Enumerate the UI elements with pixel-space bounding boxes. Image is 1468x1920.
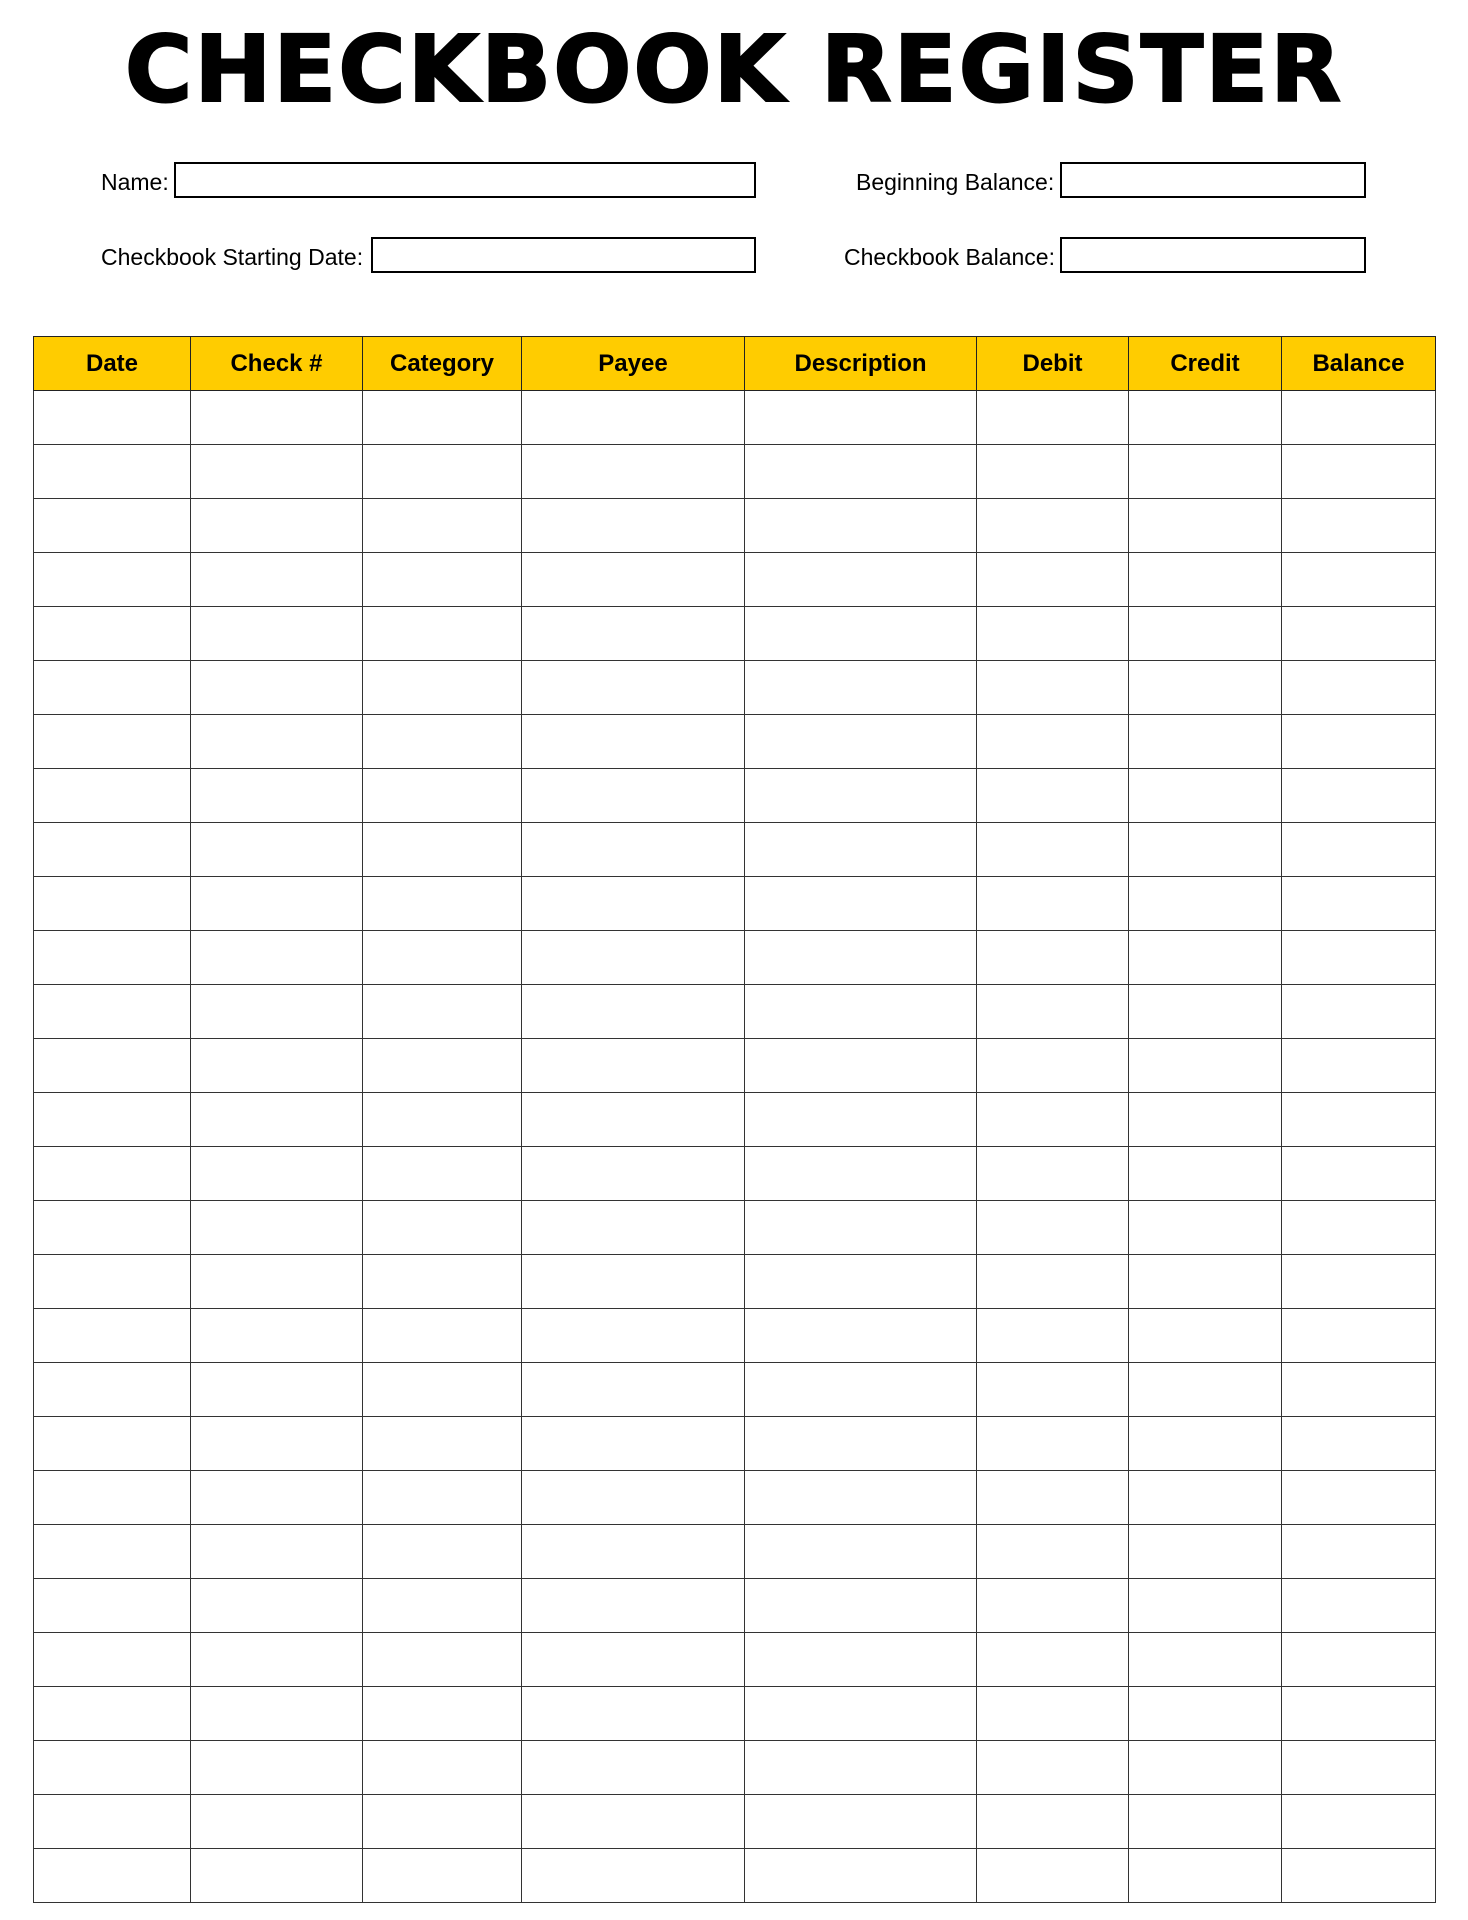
table-row <box>34 931 1436 985</box>
cell-category[interactable] <box>363 553 522 607</box>
cell-description[interactable] <box>745 1093 977 1147</box>
cell-debit[interactable] <box>977 607 1129 661</box>
cell-category[interactable] <box>363 877 522 931</box>
table-row <box>34 877 1436 931</box>
cell-balance[interactable] <box>1282 931 1436 985</box>
cell-credit[interactable] <box>1129 1795 1282 1849</box>
table-row <box>34 1525 1436 1579</box>
cell-category[interactable] <box>363 391 522 445</box>
cell-payee[interactable] <box>522 931 745 985</box>
cell-balance[interactable] <box>1282 1147 1436 1201</box>
cell-credit[interactable] <box>1129 1525 1282 1579</box>
cell-description[interactable] <box>745 1579 977 1633</box>
cell-date[interactable] <box>34 823 191 877</box>
cell-debit[interactable] <box>977 1309 1129 1363</box>
cell-date[interactable] <box>34 1633 191 1687</box>
cell-description[interactable] <box>745 931 977 985</box>
cell-category[interactable] <box>363 1255 522 1309</box>
cell-description[interactable] <box>745 877 977 931</box>
cell-description[interactable] <box>745 1525 977 1579</box>
table-row <box>34 1309 1436 1363</box>
cell-category[interactable] <box>363 445 522 499</box>
cell-check-number[interactable] <box>191 1363 363 1417</box>
table-row <box>34 1849 1436 1903</box>
cell-balance[interactable] <box>1282 445 1436 499</box>
cell-debit[interactable] <box>977 1363 1129 1417</box>
cell-payee[interactable] <box>522 1579 745 1633</box>
cell-balance[interactable] <box>1282 985 1436 1039</box>
cell-date[interactable] <box>34 1093 191 1147</box>
cell-date[interactable] <box>34 499 191 553</box>
cell-payee[interactable] <box>522 1471 745 1525</box>
cell-description[interactable] <box>745 1633 977 1687</box>
cell-payee[interactable] <box>522 769 745 823</box>
table-row <box>34 607 1436 661</box>
cell-date[interactable] <box>34 931 191 985</box>
cell-debit[interactable] <box>977 499 1129 553</box>
cell-balance[interactable] <box>1282 1417 1436 1471</box>
cell-payee[interactable] <box>522 877 745 931</box>
cell-credit[interactable] <box>1129 1687 1282 1741</box>
cell-check-number[interactable] <box>191 715 363 769</box>
table-row <box>34 1255 1436 1309</box>
cell-credit[interactable] <box>1129 1633 1282 1687</box>
cell-debit[interactable] <box>977 769 1129 823</box>
cell-check-number[interactable] <box>191 499 363 553</box>
cell-category[interactable] <box>363 1687 522 1741</box>
cell-balance[interactable] <box>1282 607 1436 661</box>
cell-debit[interactable] <box>977 661 1129 715</box>
cell-description[interactable] <box>745 985 977 1039</box>
name-label: Name: <box>101 169 169 195</box>
cell-date[interactable] <box>34 661 191 715</box>
cell-balance[interactable] <box>1282 391 1436 445</box>
cell-description[interactable] <box>745 1147 977 1201</box>
cell-balance[interactable] <box>1282 1255 1436 1309</box>
table-row <box>34 985 1436 1039</box>
table-row <box>34 715 1436 769</box>
checkbook-balance-field[interactable] <box>1060 237 1366 273</box>
cell-balance[interactable] <box>1282 1039 1436 1093</box>
cell-credit[interactable] <box>1129 499 1282 553</box>
cell-credit[interactable] <box>1129 1471 1282 1525</box>
cell-check-number[interactable] <box>191 769 363 823</box>
cell-date[interactable] <box>34 769 191 823</box>
cell-balance[interactable] <box>1282 769 1436 823</box>
cell-debit[interactable] <box>977 445 1129 499</box>
column-header-balance: Balance <box>1282 337 1436 391</box>
cell-credit[interactable] <box>1129 931 1282 985</box>
register-table <box>33 336 1436 1903</box>
cell-date[interactable] <box>34 1039 191 1093</box>
cell-date[interactable] <box>34 1417 191 1471</box>
cell-payee[interactable] <box>522 715 745 769</box>
cell-check-number[interactable] <box>191 1525 363 1579</box>
cell-payee[interactable] <box>522 823 745 877</box>
cell-debit[interactable] <box>977 553 1129 607</box>
cell-category[interactable] <box>363 931 522 985</box>
cell-debit[interactable] <box>977 1579 1129 1633</box>
beginning-balance-label: Beginning Balance: <box>856 169 1055 195</box>
table-row <box>34 769 1436 823</box>
column-header-category: Category <box>363 337 522 391</box>
cell-payee[interactable] <box>522 445 745 499</box>
table-row <box>34 1633 1436 1687</box>
cell-description[interactable] <box>745 1795 977 1849</box>
cell-debit[interactable] <box>977 1525 1129 1579</box>
table-row <box>34 445 1436 499</box>
cell-balance[interactable] <box>1282 499 1436 553</box>
cell-description[interactable] <box>745 1849 977 1903</box>
cell-date[interactable] <box>34 607 191 661</box>
cell-check-number[interactable] <box>191 1633 363 1687</box>
cell-check-number[interactable] <box>191 1579 363 1633</box>
cell-category[interactable] <box>363 1849 522 1903</box>
cell-payee[interactable] <box>522 499 745 553</box>
cell-debit[interactable] <box>977 1633 1129 1687</box>
cell-credit[interactable] <box>1129 607 1282 661</box>
cell-payee[interactable] <box>522 1525 745 1579</box>
cell-balance[interactable] <box>1282 1741 1436 1795</box>
cell-date[interactable] <box>34 1201 191 1255</box>
cell-category[interactable] <box>363 1525 522 1579</box>
cell-debit[interactable] <box>977 1741 1129 1795</box>
cell-payee[interactable] <box>522 1687 745 1741</box>
cell-payee[interactable] <box>522 1417 745 1471</box>
cell-debit[interactable] <box>977 931 1129 985</box>
table-row <box>34 1093 1436 1147</box>
cell-category[interactable] <box>363 661 522 715</box>
cell-check-number[interactable] <box>191 661 363 715</box>
cell-balance[interactable] <box>1282 877 1436 931</box>
cell-date[interactable] <box>34 1579 191 1633</box>
cell-balance[interactable] <box>1282 715 1436 769</box>
cell-category[interactable] <box>363 499 522 553</box>
column-header-date: Date <box>34 337 191 391</box>
cell-balance[interactable] <box>1282 1309 1436 1363</box>
table-row <box>34 1579 1436 1633</box>
cell-payee[interactable] <box>522 1255 745 1309</box>
column-header-credit: Credit <box>1129 337 1282 391</box>
cell-payee[interactable] <box>522 1201 745 1255</box>
cell-credit[interactable] <box>1129 1363 1282 1417</box>
cell-balance[interactable] <box>1282 1579 1436 1633</box>
register-header-row <box>34 337 1436 391</box>
cell-description[interactable] <box>745 661 977 715</box>
cell-debit[interactable] <box>977 1471 1129 1525</box>
cell-category[interactable] <box>363 607 522 661</box>
cell-check-number[interactable] <box>191 1795 363 1849</box>
table-row <box>34 1741 1436 1795</box>
cell-credit[interactable] <box>1129 1093 1282 1147</box>
table-row <box>34 823 1436 877</box>
table-row <box>34 1687 1436 1741</box>
checkbook-balance-label: Checkbook Balance: <box>844 244 1055 270</box>
cell-date[interactable] <box>34 877 191 931</box>
cell-category[interactable] <box>363 985 522 1039</box>
cell-category[interactable] <box>363 715 522 769</box>
beginning-balance-field[interactable] <box>1060 162 1366 198</box>
cell-balance[interactable] <box>1282 661 1436 715</box>
cell-credit[interactable] <box>1129 823 1282 877</box>
cell-payee[interactable] <box>522 1309 745 1363</box>
cell-check-number[interactable] <box>191 1093 363 1147</box>
cell-description[interactable] <box>745 1201 977 1255</box>
cell-date[interactable] <box>34 985 191 1039</box>
cell-description[interactable] <box>745 445 977 499</box>
cell-payee[interactable] <box>522 1633 745 1687</box>
cell-credit[interactable] <box>1129 769 1282 823</box>
cell-balance[interactable] <box>1282 1633 1436 1687</box>
cell-check-number[interactable] <box>191 877 363 931</box>
cell-description[interactable] <box>745 1309 977 1363</box>
cell-category[interactable] <box>363 1417 522 1471</box>
cell-balance[interactable] <box>1282 553 1436 607</box>
cell-credit[interactable] <box>1129 1849 1282 1903</box>
cell-check-number[interactable] <box>191 1255 363 1309</box>
cell-check-number[interactable] <box>191 1687 363 1741</box>
cell-date[interactable] <box>34 553 191 607</box>
cell-credit[interactable] <box>1129 661 1282 715</box>
cell-check-number[interactable] <box>191 1201 363 1255</box>
cell-credit[interactable] <box>1129 553 1282 607</box>
cell-debit[interactable] <box>977 1093 1129 1147</box>
cell-credit[interactable] <box>1129 1201 1282 1255</box>
cell-check-number[interactable] <box>191 553 363 607</box>
cell-payee[interactable] <box>522 1849 745 1903</box>
cell-description[interactable] <box>745 391 977 445</box>
starting-date-field[interactable] <box>371 237 756 273</box>
table-row <box>34 391 1436 445</box>
cell-description[interactable] <box>745 823 977 877</box>
cell-date[interactable] <box>34 1147 191 1201</box>
cell-description[interactable] <box>745 1417 977 1471</box>
table-row <box>34 1363 1436 1417</box>
cell-debit[interactable] <box>977 1039 1129 1093</box>
cell-credit[interactable] <box>1129 1255 1282 1309</box>
cell-check-number[interactable] <box>191 1039 363 1093</box>
register-body <box>34 391 1436 1903</box>
cell-payee[interactable] <box>522 1093 745 1147</box>
cell-debit[interactable] <box>977 1417 1129 1471</box>
cell-category[interactable] <box>363 1579 522 1633</box>
cell-description[interactable] <box>745 1039 977 1093</box>
cell-category[interactable] <box>363 1633 522 1687</box>
cell-balance[interactable] <box>1282 1849 1436 1903</box>
cell-balance[interactable] <box>1282 1687 1436 1741</box>
cell-debit[interactable] <box>977 1201 1129 1255</box>
cell-check-number[interactable] <box>191 931 363 985</box>
cell-date[interactable] <box>34 1525 191 1579</box>
cell-debit[interactable] <box>977 391 1129 445</box>
cell-category[interactable] <box>363 1471 522 1525</box>
cell-date[interactable] <box>34 1309 191 1363</box>
cell-category[interactable] <box>363 1363 522 1417</box>
cell-date[interactable] <box>34 1849 191 1903</box>
cell-check-number[interactable] <box>191 823 363 877</box>
table-row <box>34 661 1436 715</box>
cell-check-number[interactable] <box>191 1417 363 1471</box>
cell-credit[interactable] <box>1129 1741 1282 1795</box>
cell-debit[interactable] <box>977 1147 1129 1201</box>
cell-category[interactable] <box>363 1795 522 1849</box>
cell-date[interactable] <box>34 1471 191 1525</box>
table-row <box>34 1201 1436 1255</box>
table-row <box>34 1471 1436 1525</box>
table-row <box>34 1039 1436 1093</box>
cell-category[interactable] <box>363 769 522 823</box>
cell-payee[interactable] <box>522 1147 745 1201</box>
cell-category[interactable] <box>363 1093 522 1147</box>
table-row <box>34 1417 1436 1471</box>
cell-credit[interactable] <box>1129 1147 1282 1201</box>
cell-description[interactable] <box>745 769 977 823</box>
starting-date-label: Checkbook Starting Date: <box>101 244 364 270</box>
name-field[interactable] <box>174 162 756 198</box>
cell-category[interactable] <box>363 823 522 877</box>
cell-payee[interactable] <box>522 391 745 445</box>
cell-description[interactable] <box>745 553 977 607</box>
column-header-description: Description <box>745 337 977 391</box>
cell-category[interactable] <box>363 1147 522 1201</box>
cell-check-number[interactable] <box>191 607 363 661</box>
cell-payee[interactable] <box>522 607 745 661</box>
cell-credit[interactable] <box>1129 391 1282 445</box>
cell-credit[interactable] <box>1129 715 1282 769</box>
column-header-debit: Debit <box>977 337 1129 391</box>
cell-balance[interactable] <box>1282 1525 1436 1579</box>
cell-description[interactable] <box>745 1741 977 1795</box>
table-row <box>34 1795 1436 1849</box>
cell-category[interactable] <box>363 1039 522 1093</box>
cell-payee[interactable] <box>522 985 745 1039</box>
cell-debit[interactable] <box>977 877 1129 931</box>
cell-date[interactable] <box>34 1255 191 1309</box>
cell-category[interactable] <box>363 1741 522 1795</box>
cell-credit[interactable] <box>1129 445 1282 499</box>
cell-date[interactable] <box>34 715 191 769</box>
cell-payee[interactable] <box>522 553 745 607</box>
cell-check-number[interactable] <box>191 445 363 499</box>
cell-credit[interactable] <box>1129 985 1282 1039</box>
cell-debit[interactable] <box>977 1795 1129 1849</box>
cell-date[interactable] <box>34 1795 191 1849</box>
cell-balance[interactable] <box>1282 1201 1436 1255</box>
cell-balance[interactable] <box>1282 1363 1436 1417</box>
cell-description[interactable] <box>745 715 977 769</box>
cell-credit[interactable] <box>1129 877 1282 931</box>
cell-debit[interactable] <box>977 1255 1129 1309</box>
column-header-check-number: Check # <box>191 337 363 391</box>
cell-payee[interactable] <box>522 1741 745 1795</box>
cell-description[interactable] <box>745 1255 977 1309</box>
cell-check-number[interactable] <box>191 1471 363 1525</box>
cell-payee[interactable] <box>522 661 745 715</box>
cell-check-number[interactable] <box>191 985 363 1039</box>
cell-balance[interactable] <box>1282 1471 1436 1525</box>
cell-date[interactable] <box>34 391 191 445</box>
cell-date[interactable] <box>34 445 191 499</box>
cell-balance[interactable] <box>1282 1795 1436 1849</box>
table-row <box>34 499 1436 553</box>
cell-description[interactable] <box>745 1471 977 1525</box>
cell-debit[interactable] <box>977 985 1129 1039</box>
cell-payee[interactable] <box>522 1795 745 1849</box>
cell-category[interactable] <box>363 1201 522 1255</box>
page-title: CHECKBOOK REGISTER <box>124 16 1344 123</box>
cell-check-number[interactable] <box>191 1309 363 1363</box>
cell-debit[interactable] <box>977 1687 1129 1741</box>
cell-credit[interactable] <box>1129 1309 1282 1363</box>
cell-description[interactable] <box>745 1687 977 1741</box>
table-row <box>34 1147 1436 1201</box>
cell-date[interactable] <box>34 1687 191 1741</box>
cell-debit[interactable] <box>977 823 1129 877</box>
cell-payee[interactable] <box>522 1039 745 1093</box>
cell-balance[interactable] <box>1282 1093 1436 1147</box>
cell-check-number[interactable] <box>191 391 363 445</box>
cell-date[interactable] <box>34 1741 191 1795</box>
cell-date[interactable] <box>34 1363 191 1417</box>
cell-credit[interactable] <box>1129 1579 1282 1633</box>
cell-category[interactable] <box>363 1309 522 1363</box>
cell-check-number[interactable] <box>191 1849 363 1903</box>
cell-check-number[interactable] <box>191 1741 363 1795</box>
cell-debit[interactable] <box>977 715 1129 769</box>
cell-description[interactable] <box>745 499 977 553</box>
cell-check-number[interactable] <box>191 1147 363 1201</box>
table-row <box>34 553 1436 607</box>
column-header-payee: Payee <box>522 337 745 391</box>
cell-credit[interactable] <box>1129 1417 1282 1471</box>
cell-description[interactable] <box>745 1363 977 1417</box>
cell-description[interactable] <box>745 607 977 661</box>
cell-balance[interactable] <box>1282 823 1436 877</box>
cell-credit[interactable] <box>1129 1039 1282 1093</box>
cell-debit[interactable] <box>977 1849 1129 1903</box>
cell-payee[interactable] <box>522 1363 745 1417</box>
